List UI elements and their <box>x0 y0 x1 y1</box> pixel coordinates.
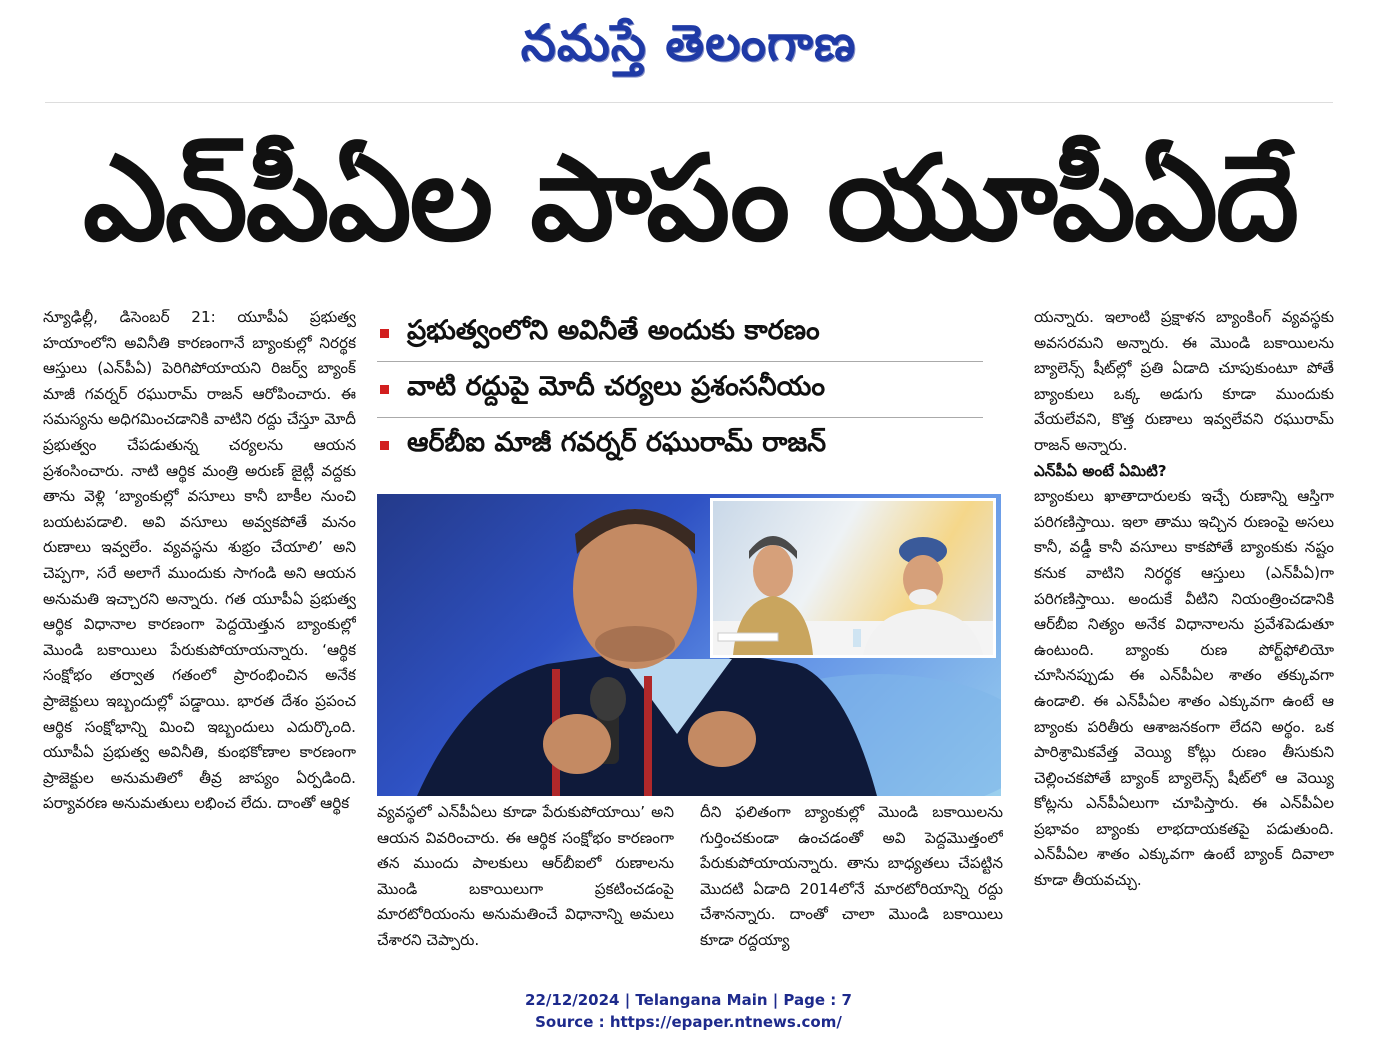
article-paragraph: దీని ఫలితంగా బ్యాంకుల్లో మొండి బకాయిలను గుర్తించకుండా ఉంచడంతో అవి పెద్దమొత్తంలో పేరుకుపోయాయన్నారు. తాను బాధ్యతలు చేపట్టిన మొదటి ఏడాది 2014లోనే మారటోరియాన్ని రద్దు చేశానన్నారు. దాంతో చాలా మొండి బకాయిలు కూడా రద్దయ్యా <box>700 803 1003 949</box>
section-subhead: ఎన్‌పీఏ అంటే ఏమిటి? <box>1034 461 1167 480</box>
bullet-icon <box>380 441 389 450</box>
deck-text: వాటి రద్దుపై మోదీ చర్యలు ప్రశంసనీయం <box>407 370 826 402</box>
article-paragraph: యన్నారు. ఇలాంటి ప్రక్షాళన బ్యాంకింగ్‌ వ్యవస్థకు అవసరమని అన్నారు. ఈ మొండి బకాయిలను బ్యాలెన్స్‌ షీట్‌ల్లో ప్రతి ఏడాది చూపుకుంటూ పోతే బ్యాంకులు ఒక్క అడుగు కూడా ముందుకు వేయలేవని, కొత్త రుణాలు ఇవ్వలేవని రఘురామ్‌ రాజన్‌ అన్నారు. <box>1034 308 1334 454</box>
deck-text: ఆర్‌బీఐ మాజీ గవర్నర్‌ రఘురామ్‌ రాజన్‌ <box>407 426 827 458</box>
deck-text: ప్రభుత్వంలోని అవినీతే అందుకు కారణం <box>407 314 820 346</box>
article-column-4 <box>1034 305 1334 970</box>
deck-line-1 <box>377 306 983 362</box>
bullet-icon <box>380 329 389 338</box>
footer-edition-info: 22/12/2024 | Telangana Main | Page : 7 <box>525 991 852 1009</box>
article-paragraph: న్యూఢిల్లీ, డిసెంబర్‌ 21: యూపీఏ ప్రభుత్వ హయాంలోని అవినీతి కారణంగానే బ్యాంకుల్లో నిరర్థక ఆస్తులు (ఎన్‌పీఏ) పెరిగిపోయాయని రిజర్వ్‌ బ్యాంక్‌ మాజీ గవర్నర్‌ రఘురామ్‌ రాజన్‌ ఆరోపించారు. ఈ సమస్యను అధిగమించడానికి వాటిని రద్దు చేస్తూ మోదీ ప్రభుత్వం చేపడుతున్న చర్యలను ఆయన ప్రశంసించారు. నాటి ఆర్థిక మంత్రి అరుణ్‌ జైట్లీ వద్దకు తాను వెళ్లి ‘బ్యాంకుల్లో వసూలు కానీ బాకీల నుంచి బయటపడాలి. అవి వసూలు అవ్వకపోతే మనం రుణాలు ఇవ్వలేం. వ్యవస్థను శుభ్రం చేయాలి’ అని చెప్పగా, సరే అలాగే ముందుకు సాగండి అని ఆయన అనుమతి ఇచ్చారని అన్నారు. గత యూపీఏ ప్రభుత్వ ఆర్థిక విధానాల కారణంగా పెద్దయెత్తున బ్యాంకుల్లో మొండి బకాయిలు పేరుకుపోయాయన్నారు. ‘ఆర్థిక సంక్షోభం తర్వాత గతంలో ప్రారంభించిన అనేక ప్రాజెక్టులు ఇబ్బందుల్లో పడ్డాయి. భారత దేశం ప్రపంచ ఆర్థిక సంక్షోభాన్ని మించి ఇబ్బందులు ఎదుర్కొంది. యూపీఏ ప్రభుత్వ అవినీతి, కుంభకోణాల కారణంగా ప్రాజెక్టుల అనుమతిలో తీవ్ర జాప్యం ఏర్పడింది. పర్యావరణ అనుమతులు లభించ లేదు. దాంతో ఆర్థిక <box>43 308 356 813</box>
subheadline-decks <box>377 306 983 473</box>
article-column-3 <box>700 800 1003 970</box>
masthead-logo: నమస్తే తెలంగాణ <box>520 14 857 72</box>
article-column-1 <box>43 305 356 970</box>
inset-photo <box>710 498 996 658</box>
deck-line-3 <box>377 418 983 473</box>
bullet-icon <box>380 385 389 394</box>
article-column-2 <box>377 800 674 970</box>
masthead-divider <box>45 102 1333 103</box>
deck-line-2 <box>377 362 983 418</box>
headline: ఎన్‌పీఏల పాపం యూపీఏదే <box>82 129 1298 267</box>
article-paragraph: బ్యాంకులు ఖాతాదారులకు ఇచ్చే రుణాన్ని ఆస్తిగా పరిగణిస్తాయి. ఇలా తాము ఇచ్చిన రుణంపై అసలు కానీ, వడ్డీ కానీ వసూలు కాకపోతే బ్యాంకుకు నష్టం కనుక వాటిని నిరర్థక ఆస్తులు (ఎన్‌పీఏ)గా పరిగణిస్తాయి. అందుకే వీటిని నియంత్రించడానికి ఆర్‌బీఐ నిత్యం అనేక విధానాలను ప్రవేశపెడుతూ ఉంటుంది. బ్యాంకు రుణ పోర్ట్‌ఫోలియో చూసినప్పుడు ఈ ఎన్‌పీఏల శాతం తక్కువగా ఉండాలి. ఈ ఎన్‌పీఏల శాతం ఎక్కువగా ఉంటే ఆ బ్యాంకు పరితీరు ఆశాజనకంగా లేదని అర్థం. ఒక పారిశ్రామికవేత్త వెయ్యి కోట్లు రుణం తీసుకుని చెల్లించకపోతే బ్యాంక్‌ బ్యాలెన్స్‌ షీట్‌లో ఆ వెయ్యి కోట్లను ఎన్‌పీఏలుగా చూపిస్తారు. ఈ ఎన్‌పీఏల ప్రభావం బ్యాంకు లాభదాయకతపై పడుతుంది. ఎన్‌పీఏల శాతం ఎక్కువగా ఉంటే బ్యాంక్‌ దివాలా కూడా తీయవచ్చు. <box>1034 487 1334 890</box>
footer-source-link[interactable]: Source : https://epaper.ntnews.com/ <box>535 1013 842 1031</box>
leaders-photo-illustration <box>713 501 993 655</box>
page-footer <box>0 989 1377 1033</box>
article-paragraph: వ్యవస్థలో ఎన్‌పీఏలు కూడా పేరుకుపోయాయి’ అని ఆయన వివరించారు. ఈ ఆర్థిక సంక్షోభం కారణంగా తన ముందు పాలకులు ఆర్‌బీఐలో రుణాలను మొండి బకాయిలుగా ప్రకటించడంపై మారటోరియంను అనుమతించే విధానాన్ని అమలు చేశారని చెప్పారు. <box>377 803 674 949</box>
